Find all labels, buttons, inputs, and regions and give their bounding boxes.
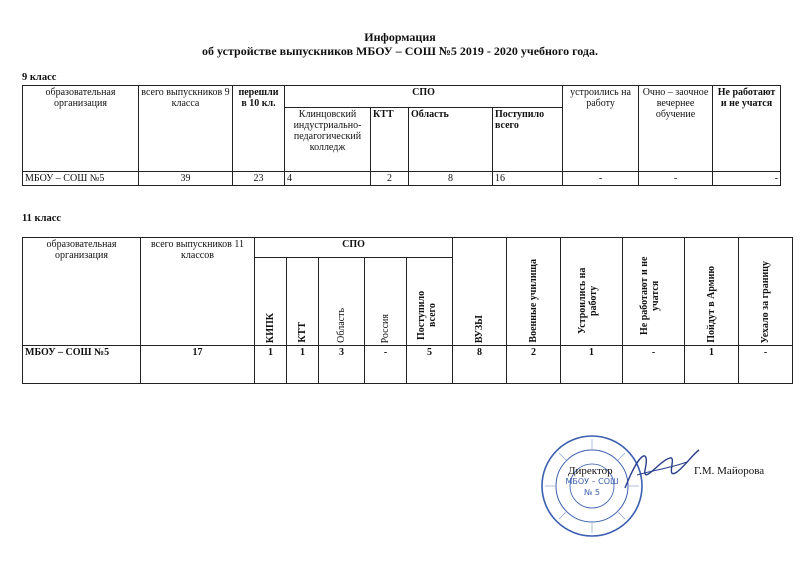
g9-header-org: образовательная организация <box>23 86 139 172</box>
g11-header-army: Пойдут в Армию <box>706 266 718 343</box>
grade9-table <box>22 85 781 186</box>
g9-header-employed: устроились на работу <box>563 86 639 172</box>
g9-header-spo: СПО <box>285 86 563 108</box>
g11-header-spo: СПО <box>255 238 453 258</box>
g11-kipk: 1 <box>255 346 287 384</box>
g11-total: 17 <box>141 346 255 384</box>
g11-header-ktt: КТТ <box>297 322 308 343</box>
g9-header-evening: Очно – заочное вечернее обучение <box>639 86 713 172</box>
g11-header-oblast: Область <box>336 308 347 343</box>
g11-header-org: образовательная организация <box>23 238 141 346</box>
g9-header-idle: Не работают и не учатся <box>713 86 781 172</box>
g9-evening: - <box>639 172 713 186</box>
g9-header-moved: перешли в 10 кл. <box>233 86 285 172</box>
g11-org: МБОУ – СОШ №5 <box>23 346 141 384</box>
g11-header-kipk: КИПК <box>265 312 276 343</box>
signature-scribble <box>615 440 705 500</box>
grade11-table <box>22 237 793 384</box>
g9-header-entered: Поступило всего <box>493 108 563 172</box>
g9-header-total: всего выпускников 9 класса <box>139 86 233 172</box>
g9-header-klintsy: Клинцовский индустриально-педагогический колледж <box>285 108 371 172</box>
g11-header-abroad: Уехало за границу <box>760 260 772 343</box>
svg-text:МБОУ – СОШ: МБОУ – СОШ <box>565 477 619 486</box>
g9-header-ktt: КТТ <box>371 108 409 172</box>
g9-total: 39 <box>139 172 233 186</box>
g9-employed: - <box>563 172 639 186</box>
table-row <box>23 346 793 384</box>
g11-russia: - <box>365 346 407 384</box>
signature-role: Директор <box>568 465 613 477</box>
grade9-label: 9 класс <box>22 72 57 83</box>
g11-header-total: всего выпускников 11 классов <box>141 238 255 346</box>
svg-text:№ 5: № 5 <box>584 488 600 497</box>
g9-oblast: 8 <box>409 172 493 186</box>
grade11-label: 11 класс <box>22 213 62 224</box>
g11-army: 1 <box>685 346 739 384</box>
signature-name: Г.М. Майорова <box>694 465 765 477</box>
g11-military: 2 <box>507 346 561 384</box>
g11-idle: - <box>623 346 685 384</box>
g9-header-oblast: Область <box>409 108 493 172</box>
g11-oblast: 3 <box>319 346 365 384</box>
doc-title: Информация <box>364 30 436 44</box>
g11-header-russia: Россия <box>380 313 391 343</box>
g9-entered: 16 <box>493 172 563 186</box>
g11-abroad: - <box>739 346 793 384</box>
g11-header-military: Военные училища <box>528 259 540 343</box>
g11-employed: 1 <box>561 346 623 384</box>
g9-ktt: 2 <box>371 172 409 186</box>
g11-header-employed: Устроились на работу <box>576 267 599 335</box>
g9-klintsy: 4 <box>285 172 371 186</box>
g9-moved: 23 <box>233 172 285 186</box>
g11-header-vuz: ВУЗЫ <box>474 314 486 343</box>
g9-idle: - <box>713 172 781 186</box>
g9-org: МБОУ – СОШ №5 <box>23 172 139 186</box>
table-row <box>23 172 781 186</box>
doc-subtitle: об устройстве выпускников МБОУ – СОШ №5 2019 - 2020 учебного года. <box>202 44 598 58</box>
g11-header-entered: Поступило всего <box>415 290 438 340</box>
g11-entered: 5 <box>407 346 453 384</box>
g11-ktt: 1 <box>287 346 319 384</box>
g11-vuz: 8 <box>453 346 507 384</box>
g11-header-idle: Не работают и не учатся <box>638 256 661 336</box>
